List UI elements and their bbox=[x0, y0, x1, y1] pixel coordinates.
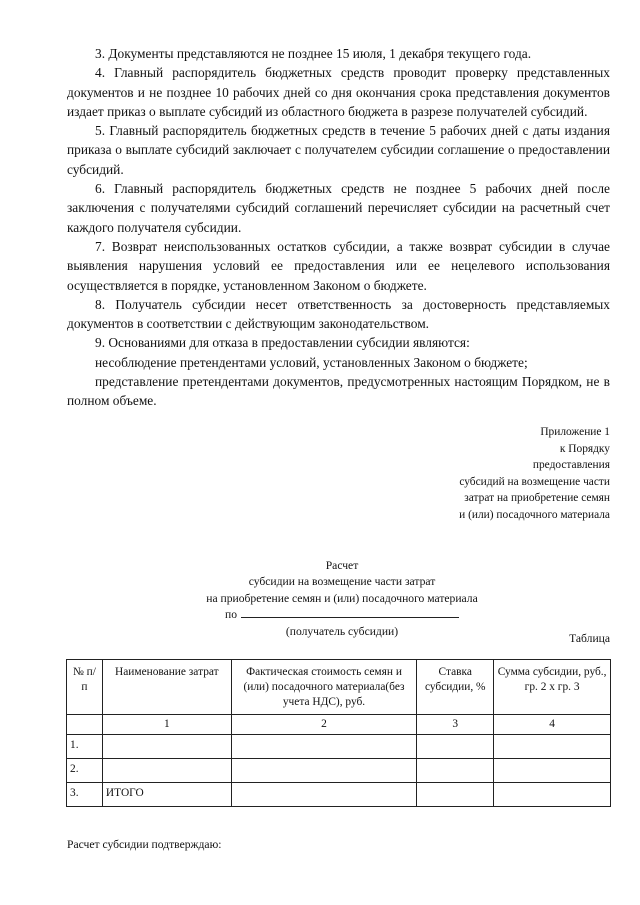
column-header: № п/п bbox=[67, 660, 103, 715]
paragraph: 3. Документы представляются не позднее 15 июля, 1 декабря текущего года. bbox=[95, 46, 532, 61]
table-header-row bbox=[67, 660, 611, 715]
table-cell bbox=[231, 783, 417, 807]
column-header: Наименование затрат bbox=[102, 660, 231, 715]
column-number bbox=[67, 715, 103, 735]
calculation-title: Расчет bbox=[325, 559, 359, 572]
table-cell bbox=[417, 735, 494, 759]
table-row bbox=[67, 759, 611, 783]
recipient-line bbox=[150, 607, 534, 623]
appendix-line: и (или) посадочного материала bbox=[459, 508, 610, 521]
total-label: ИТОГО bbox=[102, 783, 231, 807]
table-cell bbox=[494, 759, 611, 783]
paragraph: 8. Получатель субсидии несет ответственность за достоверность представляемых документов в соответствии с действующим законодательством. bbox=[67, 296, 610, 332]
recipient-field-underline bbox=[241, 608, 459, 618]
column-header: Сумма субсидии, руб., гр. 2 х гр. 3 bbox=[494, 660, 611, 715]
column-header: Фактическая стоимость семян и (или) посадочного материала(без учета НДС), руб. bbox=[231, 660, 417, 715]
table-row-total bbox=[67, 783, 611, 807]
appendix-line: к Порядку bbox=[559, 442, 610, 455]
paragraph: несоблюдение претендентами условий, установленных Законом о бюджете; bbox=[95, 354, 528, 370]
column-number-row bbox=[67, 715, 611, 735]
paragraph: 5. Главный распорядитель бюджетных средств в течение 5 рабочих дней с даты издания приказа о выплате субсидий заключает с получателем субсидии соглашение о предоставлении субсидий. bbox=[67, 123, 610, 177]
column-header: Ставка субсидии, % bbox=[417, 660, 494, 715]
confirmation-text: Расчет субсидии подтверждаю: bbox=[67, 838, 222, 851]
paragraph: представление претендентами документов, предусмотренных настоящим Порядком, не в полном объеме. bbox=[67, 374, 610, 409]
subsidy-calculation-table bbox=[66, 659, 611, 807]
column-number: 2 bbox=[231, 715, 417, 735]
table-cell bbox=[231, 759, 417, 783]
table-cell bbox=[417, 759, 494, 783]
appendix-line: предоставления bbox=[532, 459, 610, 472]
paragraph: 4. Главный распорядитель бюджетных средств проводит проверку представленных документов и не позднее 10 рабочих дней со дня окончания срока представления документов издает приказ о выплате субсидий из областного бюджета в разрезе получателей субсидий. bbox=[67, 65, 610, 119]
row-number: 2. bbox=[67, 759, 103, 783]
by-label: по bbox=[224, 608, 237, 622]
recipient-caption: (получатель субсидии) bbox=[285, 624, 399, 638]
appendix-line: Приложение 1 bbox=[540, 426, 610, 438]
column-number: 4 bbox=[494, 715, 611, 735]
table-cell bbox=[494, 735, 611, 759]
appendix-line: субсидий на возмещение части bbox=[459, 475, 610, 488]
appendix-block bbox=[400, 424, 610, 524]
table-cell bbox=[231, 735, 417, 759]
calculation-subtitle: субсидии на возмещение части затрат bbox=[248, 575, 436, 589]
table-cell bbox=[102, 735, 231, 759]
table-cell bbox=[417, 783, 494, 807]
column-number: 3 bbox=[417, 715, 494, 735]
table-label: Таблица bbox=[569, 632, 610, 645]
calculation-subtitle: на приобретение семян и (или) посадочного материала bbox=[206, 591, 478, 605]
procedure-text bbox=[67, 44, 610, 411]
row-number: 1. bbox=[67, 735, 103, 759]
row-number: 3. bbox=[67, 783, 103, 807]
table-row bbox=[67, 735, 611, 759]
column-number: 1 bbox=[102, 715, 231, 735]
table-cell bbox=[102, 759, 231, 783]
appendix-line: затрат на приобретение семян bbox=[464, 492, 610, 505]
calculation-heading bbox=[150, 558, 534, 640]
table-cell bbox=[494, 783, 611, 807]
paragraph: 9. Основаниями для отказа в предоставлении субсидии являются: bbox=[95, 335, 470, 351]
paragraph: 6. Главный распорядитель бюджетных средств не позднее 5 рабочих дней после заключения с получателями субсидий соглашений перечисляет субсидии на расчетный счет каждого получателя субсидии. bbox=[67, 181, 610, 235]
paragraph: 7. Возврат неиспользованных остатков субсидии, а также возврат субсидии в случае выявления нарушения условий ее предоставления или ее нецелевого использования осуществляется в порядке, установленном Законом о бюджете. bbox=[67, 238, 610, 293]
